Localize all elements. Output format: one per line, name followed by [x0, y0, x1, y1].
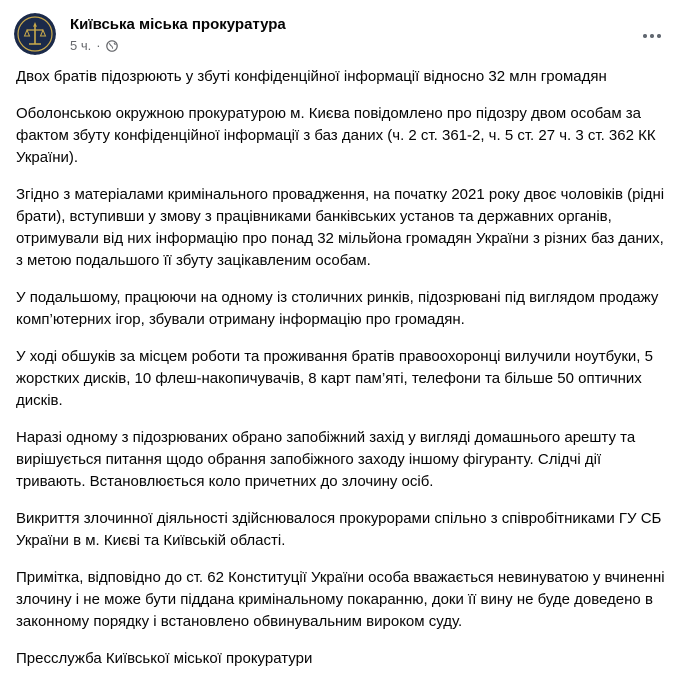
- post-paragraph: Наразі одному з підозрюваних обрано запобіжний захід у вигляді домашнього арешту та вирішується питання щодо обрання запобіжного заходу іншому фігуранту. Слідчі дії тривають. Встановлюється коло причетних до злочину осіб.: [16, 429, 636, 490]
- more-options-icon: [650, 34, 654, 38]
- post-paragraph: У подальшому, працюючи на одному із столичних ринків, підозрювані під виглядом продажу комп’ютерних ігор, збували отриману інформацію про громадян.: [16, 289, 659, 328]
- meta-separator: ·: [96, 37, 101, 53]
- post-timestamp[interactable]: 5 ч.: [70, 37, 92, 53]
- post-paragraph: Згідно з матеріалами кримінального провадження, на початку 2021 року двоє чоловіків (рідні брати), вступивши у змову з працівниками банківських установ та державних органів, отримували від них інформацію про понад 32 мільйона громадян України з різних баз даних, з метою подальшого її збуту зацікавленим особам.: [16, 186, 665, 269]
- post-paragraph: Примітка, відповідно до ст. 62 Конституції України особа вважається невинуватою у вчиненні злочину і не може бути піддана кримінальному покаранню, доки її вину не буде доведено в законному порядку і встановлено обвинувальним вироком суду.: [16, 569, 665, 630]
- globe-icon[interactable]: [106, 40, 118, 52]
- post-headline: Двох братів підозрюють у збуті конфіденційної інформації відносно 32 млн громадян: [16, 68, 607, 85]
- post-meta: [70, 15, 286, 54]
- post-subline: [70, 38, 286, 54]
- more-options-icon: [657, 34, 661, 38]
- page-name-link[interactable]: Київська міська прокуратура: [70, 15, 286, 33]
- post-paragraph: Оболонською окружною прокуратурою м. Києва повідомлено про підозру двом особам за фактом збуту конфіденційної інформації з баз даних (ч. 2 ст. 361-2, ч. 5 ст. 27 ч. 3 ст. 362 КК України).: [16, 105, 656, 166]
- post-signature: Пресслужба Київської міської прокуратури: [16, 650, 313, 667]
- more-options-button[interactable]: [636, 20, 668, 52]
- post-body: [16, 66, 672, 685]
- post-paragraph: Викриття злочинної діяльності здійснювалося прокурорами спільно з співробітниками ГУ СБ України в м. Києві та Київській області.: [16, 510, 662, 549]
- page-avatar[interactable]: [14, 13, 56, 55]
- post-header: [14, 12, 286, 56]
- prosecutor-emblem-icon: [14, 13, 56, 55]
- post-paragraph: У ході обшуків за місцем роботи та проживання братів правоохоронці вилучили ноутбуки, 5 жорстких дисків, 10 флеш-накопичувачів, 8 карт пам’яті, телефони та більше 50 оптичних дисків.: [16, 348, 653, 409]
- more-options-icon: [643, 34, 647, 38]
